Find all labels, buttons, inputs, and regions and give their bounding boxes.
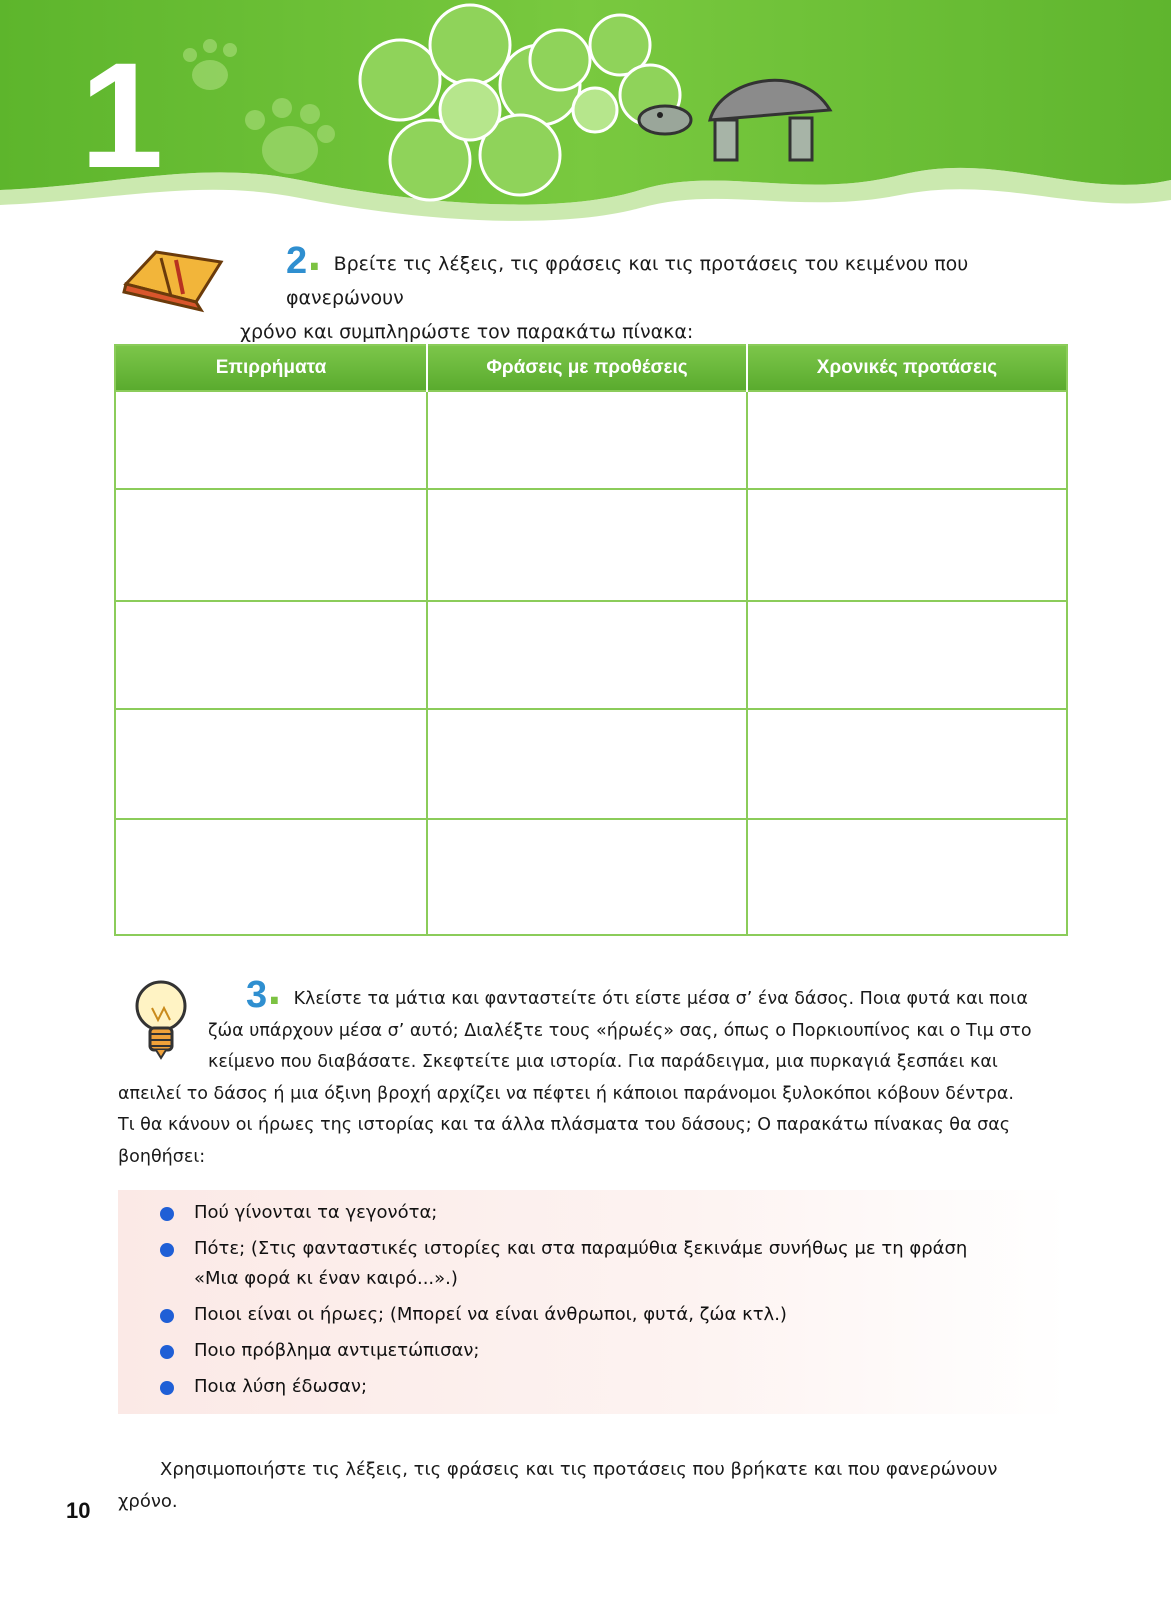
exercise-3-line: Τι θα κάνουν οι ήρωες της ιστορίας και τα άλλα πλάσματα του δάσους; Ο παρακάτω πίνακας θα σας bbox=[118, 1115, 1011, 1135]
exercise-3-line: Κλείστε τα μάτια και φανταστείτε ότι είστε μέσα σ’ ένα δάσος. Ποια φυτά και ποια bbox=[293, 989, 1028, 1009]
guide-box bbox=[118, 1190, 1068, 1414]
unit-number: 1 bbox=[80, 31, 164, 199]
table-cell[interactable] bbox=[747, 819, 1067, 935]
exercise-number: 3 bbox=[246, 974, 268, 1016]
exercise-3-line: βοηθήσει: bbox=[118, 1146, 206, 1167]
list-item: Ποια λύση έδωσαν; bbox=[160, 1372, 1068, 1402]
table-cell[interactable] bbox=[747, 601, 1067, 709]
closing-line-2: χρόνο. bbox=[118, 1491, 178, 1512]
table-cell[interactable] bbox=[747, 709, 1067, 819]
bullet-icon bbox=[160, 1207, 174, 1221]
table-cell[interactable] bbox=[747, 489, 1067, 601]
table-row bbox=[115, 601, 1067, 709]
table-row bbox=[115, 709, 1067, 819]
table-cell[interactable] bbox=[115, 819, 427, 935]
table-header-adverbs: Επιρρήματα bbox=[115, 345, 427, 391]
book-icon bbox=[116, 244, 226, 316]
list-item: Πότε; (Στις φανταστικές ιστορίες και στα παραμύθια ξεκινάμε συνήθως με τη φράση «Μια φορά κι έναν καιρό...».) bbox=[160, 1234, 1068, 1294]
table-cell[interactable] bbox=[427, 601, 747, 709]
table-cell[interactable] bbox=[427, 709, 747, 819]
list-item: Ποιο πρόβλημα αντιμετώπισαν; bbox=[160, 1336, 1068, 1366]
table-header-clauses: Χρονικές προτάσεις bbox=[747, 345, 1067, 391]
exercise-2: 2. Βρείτε τις λέξεις, τις φράσεις και τις προτάσεις του κειμένου που φανερώνουν χρόνο και συμπληρώστε τον παρακάτω πίνακα: bbox=[240, 240, 1080, 349]
exercise-number: 2 bbox=[286, 240, 308, 282]
table-header-phrases: Φράσεις με προθέσεις bbox=[427, 345, 747, 391]
table-cell[interactable] bbox=[115, 601, 427, 709]
table-cell[interactable] bbox=[427, 391, 747, 489]
bullet-icon bbox=[160, 1309, 174, 1323]
table-cell[interactable] bbox=[115, 489, 427, 601]
table-cell[interactable] bbox=[115, 391, 427, 489]
list-item: Πού γίνονται τα γεγονότα; bbox=[160, 1198, 1068, 1228]
closing-instruction bbox=[118, 1454, 1078, 1518]
table-cell[interactable] bbox=[747, 391, 1067, 489]
exercise-3-line: απειλεί το δάσος ή μια όξινη βροχή αρχίζει να πέφτει ή κάποιοι παράνομοι ξυλοκόποι κόβουν δέντρα. bbox=[118, 1083, 1014, 1104]
list-item: Ποιοι είναι οι ήρωες; (Μπορεί να είναι άνθρωποι, φυτά, ζώα κτλ.) bbox=[160, 1300, 1068, 1330]
table-row bbox=[115, 391, 1067, 489]
exercise-3-line: κείμενο που διαβάσατε. Σκεφτείτε μια ιστορία. Για παράδειγμα, μια πυρκαγιά ξεσπάει και bbox=[208, 1052, 998, 1072]
bullet-icon bbox=[160, 1345, 174, 1359]
exercise-2-line-1: Βρείτε τις λέξεις, τις φράσεις και τις προτάσεις του κειμένου που φανερώνουν bbox=[286, 253, 969, 309]
exercise-2-line-2: χρόνο και συμπληρώστε τον παρακάτω πίνακα: bbox=[240, 321, 694, 343]
bullet-icon bbox=[160, 1381, 174, 1395]
table-cell[interactable] bbox=[115, 709, 427, 819]
exercise-3-line: ζώα υπάρχουν μέσα σ’ αυτό; Διαλέξτε τους «ήρωές» σας, όπως ο Πορκιουπίνος και ο Τιμ στο bbox=[208, 1020, 1032, 1041]
table-cell[interactable] bbox=[427, 489, 747, 601]
table-row bbox=[115, 819, 1067, 935]
bullet-icon bbox=[160, 1243, 174, 1257]
closing-line-1: Χρησιμοποιήστε τις λέξεις, τις φράσεις και τις προτάσεις που βρήκατε και που φανερώνουν bbox=[160, 1459, 998, 1480]
page-number: 10 bbox=[66, 1498, 91, 1523]
answer-table bbox=[114, 344, 1068, 936]
table-cell[interactable] bbox=[427, 819, 747, 935]
table-row bbox=[115, 489, 1067, 601]
exercise-3: 3. Κλείστε τα μάτια και φανταστείτε ότι είστε μέσα σ’ ένα δάσος. Ποια φυτά και ποια ζώα υπάρχουν μέσα σ’ αυτό; Διαλέξτε τους «ήρωές» σας, όπως ο Πορκιουπίνος και ο Τιμ στο κείμενο που διαβάσατε. Σκεφτείτε μια ιστορία. Για παράδειγμα, μια πυρκαγιά ξεσπάει και απειλεί το δάσος ή μια όξινη βροχή αρχίζει να πέφτει ή κάποιοι παράνομοι ξυλοκόποι κόβουν δέντρα. Τι θα κάνουν οι ήρωες της ιστορίας και τα άλλα πλάσματα του δάσους; Ο παρακάτω πίνακας θα σας βοηθήσει: bbox=[118, 976, 1072, 1173]
header-banner bbox=[0, 0, 1171, 240]
